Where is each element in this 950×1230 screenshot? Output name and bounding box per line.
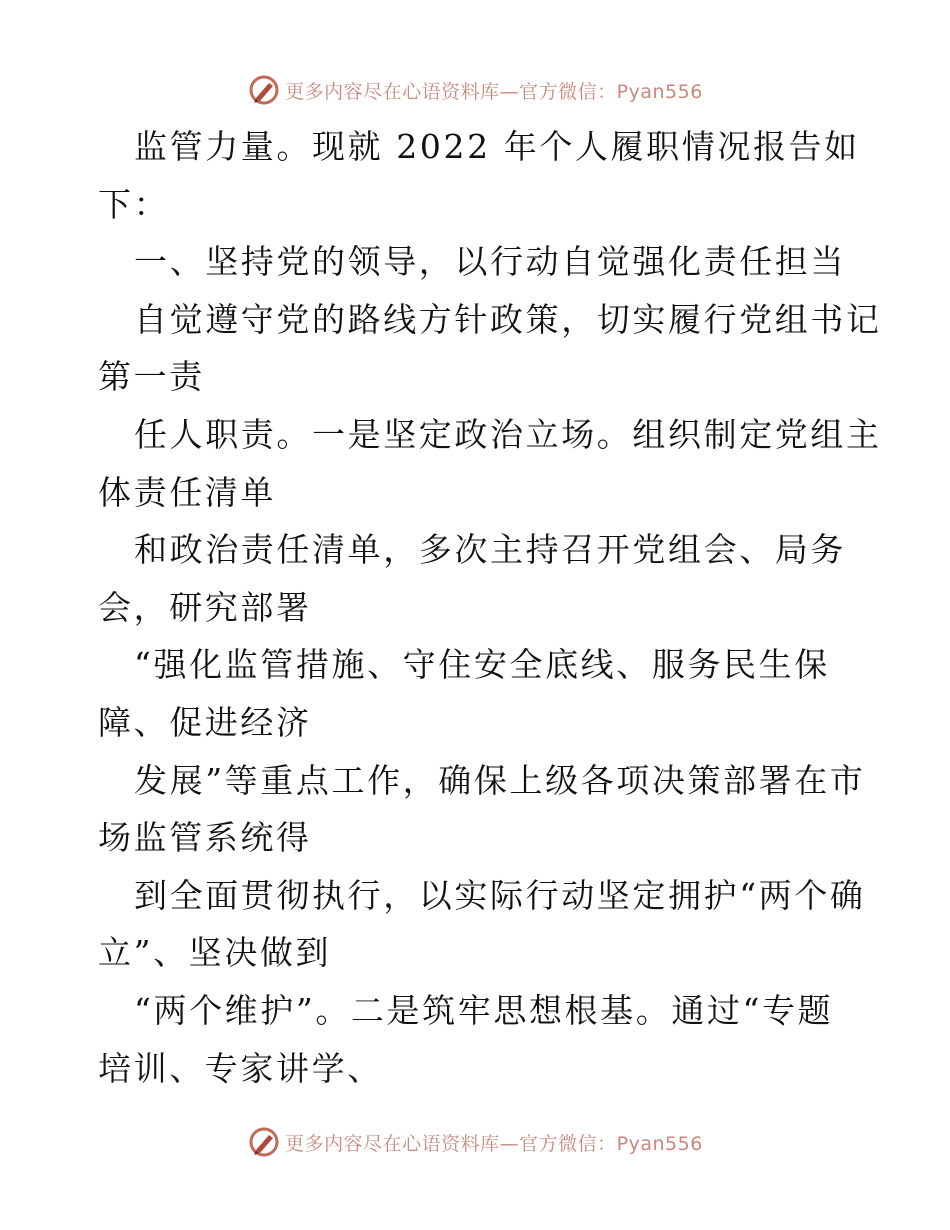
body-line: 到全面贯彻执行，以实际行动坚定拥护“两个确 xyxy=(134,875,866,915)
pen-circle-logo-icon xyxy=(247,1125,281,1159)
body-line: 发展”等重点工作，确保上级各项决策部署在市 xyxy=(134,760,866,800)
footer-watermark xyxy=(0,1122,950,1162)
body-line: 任人职责。一是坚定政治立场。组织制定党组主 xyxy=(134,414,882,454)
document-body xyxy=(98,118,882,1097)
body-line: 障、促进经济 xyxy=(98,702,312,742)
body-line: 下： xyxy=(98,184,170,224)
body-line: 第一责 xyxy=(98,357,205,397)
body-line: “两个维护”。二是筑牢思想根基。通过“专题 xyxy=(134,990,834,1030)
body-line: 和政治责任清单，多次主持召开党组会、局务 xyxy=(134,530,846,570)
watermark-text: 更多内容尽在心语资料库—官方微信：Pyan556 xyxy=(285,80,703,103)
header-watermark xyxy=(0,70,950,110)
body-line: 立”、坚决做到 xyxy=(98,933,332,973)
body-line: 培训、专家讲学、 xyxy=(98,1048,383,1088)
body-line: 会，研究部署 xyxy=(98,587,312,627)
body-line: 一、坚持党的领导，以行动自觉强化责任担当 xyxy=(134,242,846,282)
body-line: 自觉遵守党的路线方针政策，切实履行党组书记 xyxy=(134,299,882,339)
body-line: 监管力量。现就 2022 年个人履职情况报告如 xyxy=(134,127,860,166)
body-line: “强化监管措施、守住安全底线、服务民生保 xyxy=(134,645,830,685)
body-line: 体责任清单 xyxy=(98,472,276,512)
pen-circle-logo-icon xyxy=(247,73,281,107)
body-line: 场监管系统得 xyxy=(98,818,312,858)
watermark-text: 更多内容尽在心语资料库—官方微信：Pyan556 xyxy=(285,1132,703,1155)
